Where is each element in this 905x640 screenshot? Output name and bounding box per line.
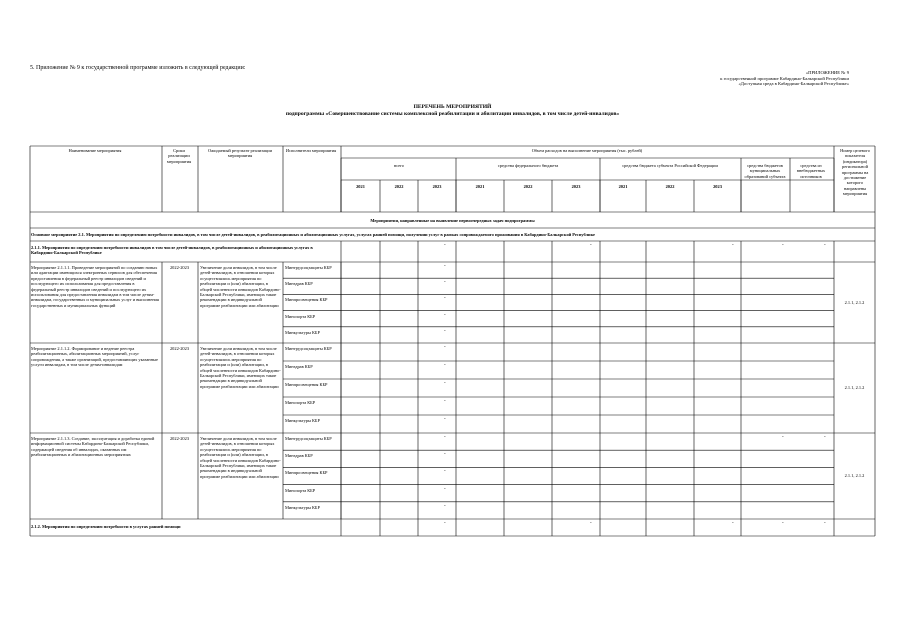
year-header: 2021 <box>475 184 485 189</box>
event-executor: Минпросвещения КБР <box>285 470 328 476</box>
event-executor: Минспорта КБР <box>285 487 316 493</box>
value-dash: - <box>824 521 826 526</box>
title-line: ПЕРЕЧЕНЬ МЕРОПРИЯТИЙ <box>413 104 492 110</box>
year-header: 2022 <box>394 184 404 189</box>
event-result: Увеличение доли инвалидов, в том числе детей-инвалидов, в отношении которых осуществлялись мероприятия по реабилитации и (или) абилитации, в общей численности инвалидов Кабардино-Балкарской Республики, имеющих такие рекомендации в индивидуальной программе реабилитации или абилитации <box>200 436 281 479</box>
event-executor: Минздрав КБР <box>285 281 313 287</box>
annex-line: к государственной программе Кабардино-Балкарской Республики <box>720 75 849 81</box>
value-dash: - <box>444 469 446 475</box>
value-dash: - <box>444 345 446 350</box>
event-term: 2022-2023 <box>169 265 190 270</box>
value-dash: - <box>444 486 446 492</box>
header-name: Наименование мероприятия <box>68 148 122 153</box>
year-header: 2021 <box>356 184 365 189</box>
value-dash: - <box>782 521 784 526</box>
year-header: 2023 <box>432 184 442 189</box>
value-dash: - <box>444 296 446 302</box>
event-term: 2022-2023 <box>169 346 190 351</box>
event-executor: Минкультуры КБР <box>285 329 320 335</box>
year-header: 2021 <box>618 184 628 189</box>
value-dash: - <box>590 521 592 526</box>
value-dash: - <box>444 243 446 248</box>
value-dash: - <box>444 521 446 526</box>
event-executor: Минтрудсоцзащиты КБР <box>285 265 332 270</box>
main-event: Основное мероприятие 2.1. Мероприятия по определению потребности инвалидов, в том числе детей-инвалидов, в реабилитационных и абилитационных услугах, услугах ранней помощи, получении услуг в рамках сопровождаемого проживания в Кабардино-Балкарской Республике <box>31 232 595 237</box>
value-dash: - <box>590 243 592 248</box>
header-executors: Исполнители мероприятия <box>285 148 337 153</box>
title-line: подпрограммы «Совершенствование системы комплексной реабилитации и абилитации инвалидов, в том числе детей-инвалидов» <box>285 111 620 117</box>
value-dash: - <box>444 452 446 458</box>
value-dash: - <box>444 328 446 334</box>
year-header: 2023 <box>713 184 722 189</box>
event-name: Мероприятие 2.1.1.2. Формирование и ведение реестра реабилитационных, абилитационных мероприятий, услуг сопровождения, а также организаций, предоставляющих указанные услуги инвалидам, в том числе детям-инвалидам <box>31 346 158 368</box>
event-executor: Минпросвещения КБР <box>285 382 328 387</box>
event-executor: Минспорта КБР <box>285 313 316 319</box>
event-executor: Минтрудсоцзащиты КБР <box>285 436 332 441</box>
year-header: 2022 <box>523 184 533 189</box>
value-dash: - <box>824 243 826 248</box>
event-name: Мероприятие 2.1.1.3. Создание, эксплуатация и доработка единой информационной системы Кабардино-Балкарской Республики, содержащей сведения об инвалидах, оказанных им реабилитационных и абилитационных мероприятиях <box>31 436 155 458</box>
event-indicator: 2.1.1, 2.1.2 <box>844 299 865 305</box>
header-total: всего <box>394 163 404 168</box>
value-dash: - <box>824 435 826 440</box>
value-dash: - <box>444 399 446 404</box>
header-federal: средства федерального бюджета <box>497 163 559 168</box>
value-dash: - <box>782 243 784 248</box>
event-executor: Минкультуры КБР <box>285 504 320 510</box>
annex-line: «Доступная среда в Кабардино-Балкарской Республике» <box>738 81 849 87</box>
year-header: 2023 <box>571 184 581 189</box>
event-term: 2022-2023 <box>169 436 190 441</box>
event-name: Мероприятие 2.1.1.1. Проведение мероприятий по созданию новых или адаптации имеющихся электронных сервисов для обеспечения предоставления в федеральный реестр инвалидов сведений и последующего их использования для предоставления в федеральный реестр инвалидов сведений и последующего их использования для предоставления инвалидам в том числе детям-инвалидам, государственных и муниципальных услуг и выполнения государственных и муниципальных функций <box>31 265 159 308</box>
value-dash: - <box>732 243 734 248</box>
value-dash: - <box>444 381 446 386</box>
value-dash: - <box>732 521 734 526</box>
subsection-2-1-1: 2.1.1. Мероприятия по определению потребности инвалидов в том числе детей-инвалидов, в реабилитационных и абилитационных услугах в Кабардино-Балкарской Республике <box>31 245 313 256</box>
header-volume: Объем расходов на выполнение мероприятия (тыс. рублей) <box>531 148 643 153</box>
value-dash: - <box>444 503 446 509</box>
value-dash: - <box>444 264 446 269</box>
event-executor: Минздрав КБР <box>285 364 313 369</box>
value-dash: - <box>444 435 446 440</box>
value-dash: - <box>782 435 784 440</box>
subsection-2-1-2: 2.1.2. Мероприятия по определению потребности в услугах ранней помощи <box>31 524 181 529</box>
event-executor: Минтрудсоцзащиты КБР <box>285 346 332 351</box>
value-dash: - <box>444 280 446 286</box>
value-dash: - <box>444 363 446 368</box>
event-indicator: 2.1.1, 2.1.2 <box>844 385 865 390</box>
event-executor: Минкультуры КБР <box>285 418 320 423</box>
value-dash: - <box>444 417 446 422</box>
header-term: Сроки реализации мероприятия <box>166 148 192 164</box>
intro-text: 5. Приложение № 9 к государственной программе изложить в следующей редакции: <box>30 65 246 71</box>
header-offbudget: средства из внебюджетных источников <box>796 163 826 179</box>
year-header: 2022 <box>665 184 675 189</box>
header-result: Ожидаемый результат реализации мероприятия <box>207 148 272 159</box>
value-dash: - <box>444 312 446 318</box>
event-executor: Минздрав КБР <box>285 453 313 459</box>
event-result: Увеличение доли инвалидов, в том числе детей-инвалидов, в отношении которых осуществлялись мероприятия по реабилитации и (или) абилитации, в общей численности инвалидов Кабардино-Балкарской Республики, имеющих такие рекомендации в индивидуальной программе реабилитации или абилитации <box>200 346 281 389</box>
section-title: Мероприятия, направленные на выявление первоочередных задач подпрограммы <box>370 218 535 223</box>
event-result: Увеличение доли инвалидов, в том числе детей-инвалидов, в отношении которых осуществлялись мероприятия по реабилитации и (или) абилитации, в общей численности инвалидов Кабардино-Балкарской Республики, имеющих такие рекомендации в индивидуальной программе реабилитации или абилитации <box>200 265 281 308</box>
event-executor: Минспорта КБР <box>285 400 316 405</box>
header-regional: средства бюджета субъекта Российской Федерации <box>622 163 718 168</box>
event-executor: Минпросвещения КБР <box>285 297 328 303</box>
header-municipal: средства бюджетов муниципальных образований субъекта <box>744 163 786 179</box>
annex-line: «ПРИЛОЖЕНИЕ № 9 <box>805 70 849 75</box>
header-indicator: Номер целевого показателя (индикатора) региональной программы на достижение которого направлены мероприятия <box>840 148 870 197</box>
event-indicator: 2.1.1, 2.1.2 <box>844 473 865 478</box>
